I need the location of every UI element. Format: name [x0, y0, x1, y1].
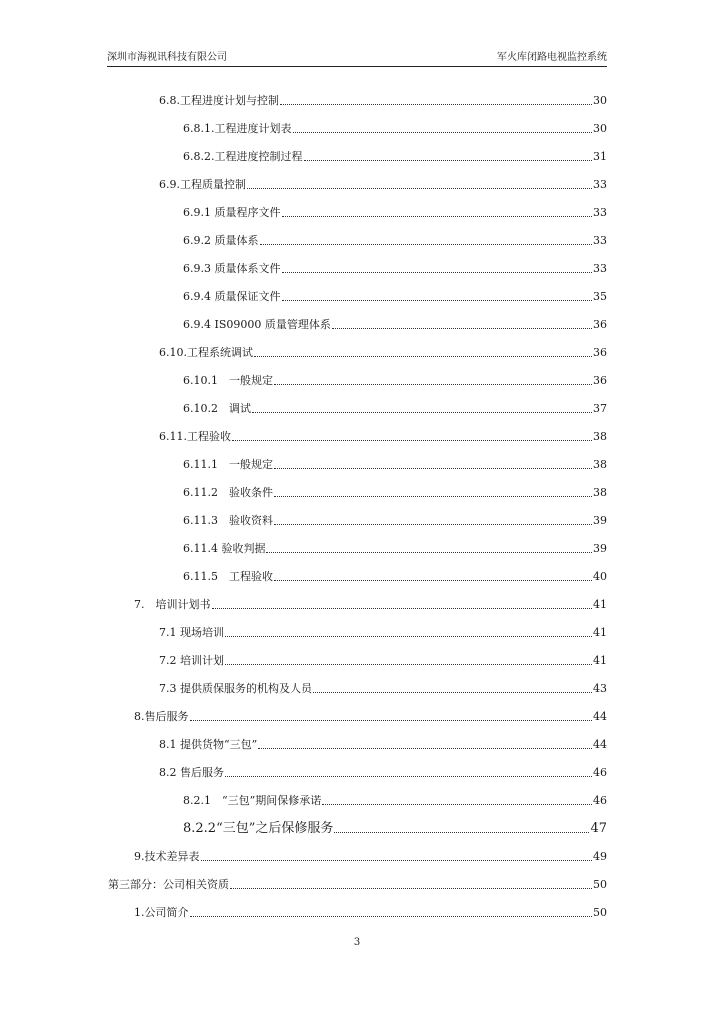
toc-entry: [134, 906, 607, 920]
toc-entry: [159, 178, 607, 192]
toc-entry-title: 6.11.4 验收判据: [183, 542, 266, 555]
toc-entry-page: 41: [593, 598, 607, 611]
toc-entry-page: 39: [593, 514, 607, 527]
toc-leader-dots: [190, 720, 593, 721]
toc-entry-page: 33: [593, 234, 607, 247]
toc-entry: [183, 122, 607, 136]
toc-leader-dots: [247, 188, 592, 189]
toc-entry: [183, 206, 607, 220]
toc-entry: [183, 542, 607, 556]
toc-entry: [159, 766, 607, 780]
toc-entry: [183, 234, 607, 248]
toc-entry-page: 33: [593, 206, 607, 219]
toc-entry-page: 36: [593, 318, 607, 331]
toc-entry: [183, 822, 607, 836]
toc-entry-page: 33: [593, 262, 607, 275]
toc-entry: [108, 878, 607, 892]
toc-entry: [134, 598, 607, 612]
toc-entry: [159, 654, 607, 668]
toc-entry-page: 41: [593, 654, 607, 667]
toc-entry: [183, 262, 607, 276]
toc-entry: [183, 458, 607, 472]
toc-entry-title: 1.公司简介: [134, 906, 189, 919]
toc-leader-dots: [322, 804, 592, 805]
toc-entry-page: 36: [593, 346, 607, 359]
toc-entry-title: 6.9.2 质量体系: [183, 234, 259, 247]
toc-entry: [159, 626, 607, 640]
toc-leader-dots: [274, 468, 592, 469]
toc-entry-title: 6.8.2.工程进度控制过程: [183, 150, 303, 163]
toc-entry-page: 35: [593, 290, 607, 303]
toc-entry-title: 第三部分：公司相关资质: [108, 878, 229, 891]
toc-entry: [159, 94, 607, 108]
toc-entry: [134, 710, 607, 724]
toc-leader-dots: [252, 412, 592, 413]
toc-leader-dots: [334, 832, 589, 833]
toc-entry: [159, 430, 607, 444]
toc-entry: [159, 346, 607, 360]
toc-entry-page: 43: [593, 682, 607, 695]
toc-leader-dots: [190, 916, 593, 917]
toc-entry: [183, 570, 607, 584]
toc-entry-page: 41: [593, 626, 607, 639]
header-divider: [107, 66, 607, 67]
toc-entry-page: 36: [593, 374, 607, 387]
toc-entry-page: 44: [593, 710, 607, 723]
toc-leader-dots: [332, 328, 592, 329]
toc-entry-page: 30: [593, 122, 607, 135]
toc-entry-page: 38: [593, 458, 607, 471]
toc-entry-title: 6.9.4 IS09000 质量管理体系: [183, 318, 331, 331]
toc-entry-page: 47: [590, 821, 607, 836]
toc-entry-title: 8.售后服务: [134, 710, 189, 723]
toc-entry-title: 6.10.1 一般规定: [183, 374, 273, 387]
toc-leader-dots: [254, 356, 592, 357]
toc-entry-title: 6.10.2 调试: [183, 402, 251, 415]
toc-leader-dots: [274, 384, 592, 385]
toc-leader-dots: [313, 692, 592, 693]
toc-entry-title: 8.1 提供货物“三包”: [159, 738, 258, 751]
toc-entry: [183, 150, 607, 164]
toc-entry: [183, 374, 607, 388]
toc-leader-dots: [274, 496, 592, 497]
toc-entry: [159, 682, 607, 696]
toc-leader-dots: [274, 580, 592, 581]
toc-entry-page: 38: [593, 430, 607, 443]
toc-entry-page: 40: [593, 570, 607, 583]
toc-entry-title: 6.8.工程进度计划与控制: [159, 94, 279, 107]
toc-entry: [183, 794, 607, 808]
toc-entry-title: 6.8.1.工程进度计划表: [183, 122, 292, 135]
toc-entry: [159, 738, 607, 752]
toc-entry-title: 6.9.1 质量程序文件: [183, 206, 281, 219]
toc-entry-page: 50: [593, 906, 607, 919]
toc-entry-title: 7. 培训计划书: [134, 598, 211, 611]
toc-entry-page: 37: [593, 402, 607, 415]
toc-entry-title: 6.11.2 验收条件: [183, 486, 273, 499]
toc-entry-page: 44: [593, 738, 607, 751]
toc-leader-dots: [282, 300, 593, 301]
toc-entry: [183, 402, 607, 416]
toc-entry: [183, 514, 607, 528]
toc-entry-title: 8.2.1 “三包”期间保修承诺: [183, 794, 322, 807]
toc-leader-dots: [282, 216, 593, 217]
header-company-name: 深圳市海视讯科技有限公司: [107, 52, 227, 63]
toc-entry-title: 9.技术差异表: [134, 850, 200, 863]
toc-entry-title: 6.11.1 一般规定: [183, 458, 273, 471]
toc-leader-dots: [274, 524, 592, 525]
header-document-title: 军火库闭路电视监控系统: [497, 52, 607, 63]
toc-entry-page: 49: [593, 850, 607, 863]
toc-leader-dots: [304, 160, 593, 161]
toc-entry-page: 30: [593, 94, 607, 107]
toc-leader-dots: [201, 860, 593, 861]
toc-entry: [183, 318, 607, 332]
toc-entry: [183, 290, 607, 304]
toc-leader-dots: [282, 272, 593, 273]
toc-entry-page: 46: [593, 794, 607, 807]
toc-entry: [183, 486, 607, 500]
toc-entry: [134, 850, 607, 864]
toc-entry-title: 6.11.3 验收资料: [183, 514, 273, 527]
toc-leader-dots: [280, 104, 592, 105]
toc-entry-page: 50: [593, 878, 607, 891]
page-number: 3: [353, 937, 361, 948]
toc-entry-title: 6.9.3 质量体系文件: [183, 262, 281, 275]
toc-entry-title: 6.9.4 质量保证文件: [183, 290, 281, 303]
toc-leader-dots: [258, 748, 592, 749]
toc-entry-page: 31: [593, 150, 607, 163]
toc-entry-title: 6.11.工程验收: [159, 430, 231, 443]
toc-entry-title: 7.2 培训计划: [159, 654, 224, 667]
toc-entry-page: 39: [593, 542, 607, 555]
toc-entry-title: 7.3 提供质保服务的机构及人员: [159, 682, 312, 695]
toc-leader-dots: [293, 132, 593, 133]
toc-entry-title: 6.10.工程系统调试: [159, 346, 253, 359]
toc-entry-page: 46: [593, 766, 607, 779]
toc-leader-dots: [266, 552, 592, 553]
toc-entry-title: 6.11.5 工程验收: [183, 570, 273, 583]
toc-leader-dots: [232, 440, 592, 441]
toc-entry-page: 33: [593, 178, 607, 191]
toc-leader-dots: [230, 888, 592, 889]
toc-leader-dots: [212, 608, 593, 609]
toc-entry-page: 38: [593, 486, 607, 499]
toc-leader-dots: [225, 664, 592, 665]
toc-entry-title: 7.1 现场培训: [159, 626, 224, 639]
toc-entry-title: 6.9.工程质量控制: [159, 178, 246, 191]
toc-entry-title: 8.2.2“三包”之后保修服务: [183, 821, 334, 836]
toc-leader-dots: [260, 244, 593, 245]
toc-leader-dots: [225, 636, 592, 637]
toc-entry-title: 8.2 售后服务: [159, 766, 224, 779]
toc-leader-dots: [225, 776, 592, 777]
